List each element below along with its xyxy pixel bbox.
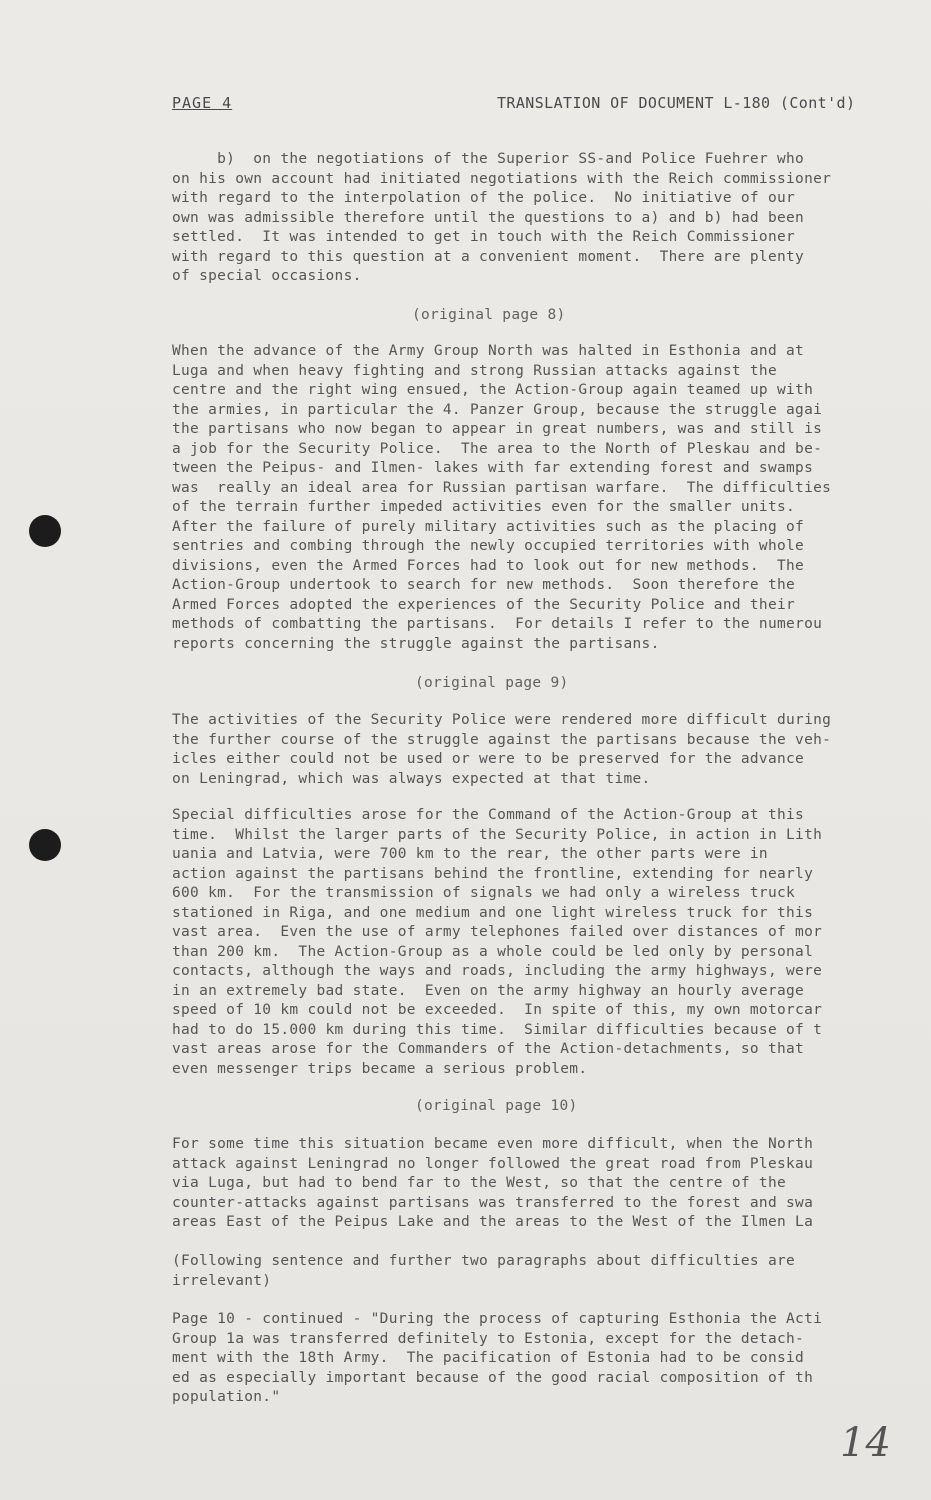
paragraph-4: Special difficulties arose for the Command of the Action-Group at this time. Whilst the larger parts of the Security Police, in action in Lith uania and Latvia, were 700 km to the rear, the other parts were in action against the partisans behind the frontline, extending for nearly 600 km. For the transmission of signals we had only a wireless truck stationed in Riga, and one medium and one light wireless truck for this vast area. Even the use of army telephones failed over distances of mor than 200 km. The Action-Group as a whole could be led only by personal contacts, although the ways and roads, including the army highways, were in an extremely bad state. Even on the army highway an hourly average speed of 10 km could not be exceeded. In spite of this, my own motorcar had to do 15.000 km during this time. Similar difficulties because of t vast areas arose for the Commanders of the Action-detachments, so that even messenger trips became a serious problem. bbox=[172, 807, 823, 1077]
paragraph-1: b) on the negotiations of the Superior SS-and Police Fuehrer who on his own account had initiated negotiations with the Reich commissioner with regard to the interpolation of the police. No initiative of our own was admissible therefore until the questions to a) and b) had been settled. It was intended to get in touch with the Reich Commissioner with regard to this question at a convenient moment. There are plenty of special occasions. bbox=[172, 151, 832, 284]
punch-hole bbox=[29, 515, 61, 547]
document-title: TRANSLATION OF DOCUMENT L-180 (Cont'd) bbox=[497, 94, 856, 112]
paragraph-2: When the advance of the Army Group North was halted in Esthonia and at Luga and when heavy fighting and strong Russian attacks against the centre and the right wing ensued, the Action-Group again teamed up with the armies, in particular the 4. Panzer Group, because the struggle agai the partisans who now began to appear in great numbers, was and still is a job for the Security Police. The area to the North of Pleskau and be- tween the Peipus- and Ilmen- lakes with far extending forest and swamps was really an ideal area for Russian partisan warfare. The difficulties of the terrain further impeded activities even for the smaller units. After the failure of purely military activities such as the placing of sentries and combing through the newly occupied territories with whole divisions, even the Armed Forces had to look out for new methods. The Action-Group undertook to search for new methods. Soon therefore the Armed Forces adopted the experiences of the Security Police and their methods of combatting the partisans. For details I refer to the numerou reports concerning the struggle against the partisans. bbox=[172, 343, 832, 652]
punch-hole bbox=[29, 829, 61, 861]
original-page-marker: (original page 8) bbox=[412, 307, 566, 323]
paragraph-5: For some time this situation became even more difficult, when the North attack against Leningrad no longer followed the great road from Pleskau via Luga, but had to bend far to the West, so that the centre of the counter-attacks against partisans was transferred to the forest and swa areas East of the Peipus Lake and the areas to the West of the Ilmen La bbox=[172, 1136, 814, 1230]
handwritten-page-number: 14 bbox=[840, 1420, 891, 1466]
original-page-marker: (original page 10) bbox=[415, 1098, 578, 1114]
paragraph-6: (Following sentence and further two paragraphs about difficulties are irrelevant) bbox=[172, 1253, 796, 1289]
paragraph-3: The activities of the Security Police were rendered more difficult during the further course of the struggle against the partisans because the veh- icles either could not be used or were to be preserved for the advance on Leningrad, which was always expected at that time. bbox=[172, 712, 832, 787]
paragraph-7: Page 10 - continued - "During the process of capturing Esthonia the Acti Group 1a was transferred definitely to Estonia, except for the detach- ment with the 18th Army. The pacification of Estonia had to be consid ed as especially important because of the good racial composition of th population." bbox=[172, 1311, 823, 1405]
page-label: PAGE 4 bbox=[172, 94, 233, 112]
original-page-marker: (original page 9) bbox=[415, 675, 569, 691]
